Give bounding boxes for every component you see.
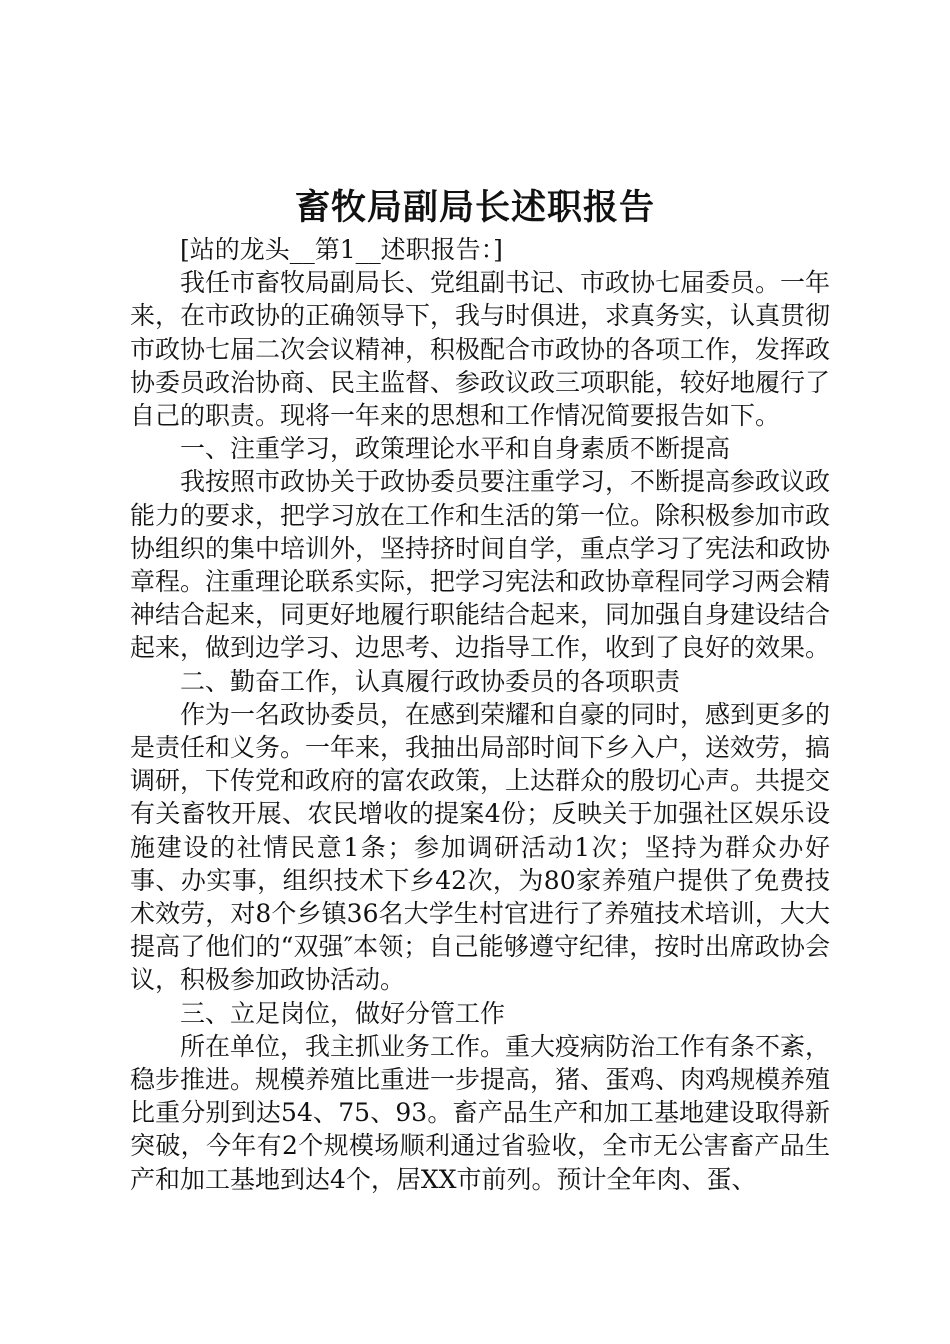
section-heading-1: 一、注重学习，政策理论水平和自身素质不断提高: [180, 434, 731, 464]
paragraph-work: 所在单位，我主抓业务工作。重大疫病防治工作有条不紊，稳步推进。规模养殖比重进一步提高，猪、蛋鸡、肉鸡规模养殖比重分别到达54、75、93。畜产品生产和加工基地建设取得新突破，今年有2个规模场顺利通过省验收，全市无公害畜产品生产和加工基地到达4个，居XX市前列。预计全年肉、蛋、: [130, 1031, 831, 1194]
section-heading-3: 三、立足岗位，做好分管工作: [180, 998, 506, 1028]
section-heading-2: 二、勤奋工作，认真履行政协委员的各项职责: [180, 666, 681, 696]
document-body: [130, 233, 830, 1196]
paragraph-study: 我按照市政协关于政协委员要注重学习，不断提高参政议政能力的要求，把学习放在工作和生活的第一位。除积极参加市政协组织的集中培训外，坚持挤时间自学，重点学习了宪法和政协章程。注重理论联系实际，把学习宪法和政协章程同学习两会精神结合起来，同更好地履行职能结合起来，同加强自身建设结合起来，做到边学习、边思考、边指导工作，收到了良好的效果。: [130, 467, 831, 663]
paragraph-duties: 作为一名政协委员，在感到荣耀和自豪的同时，感到更多的是责任和义务。一年来，我抽出局部时间下乡入户，送效劳，搞调研，下传党和政府的富农政策，上达群众的殷切心声。共提交有关畜牧开展、农民增收的提案4份；反映关于加强社区娱乐设施建设的社情民意1条；参加调研活动1次；坚持为群众办好事、办实事，组织技术下乡42次，为80家养殖户提供了免费技术效劳，对8个乡镇36名大学生村官进行了养殖技术培训，大大提高了他们的“双强″本领；自己能够遵守纪律，按时出席政协会议，积极参加政协活动。: [130, 699, 831, 995]
paragraph-intro: 我任市畜牧局副局长、党组副书记、市政协七届委员。一年来，在市政协的正确领导下，我与时俱进，求真务实，认真贯彻市政协七届二次会议精神，积极配合市政协的各项工作，发挥政协委员政治协商、民主监督、参政议政三项职能，较好地履行了自己的职责。现将一年来的思想和工作情况简要报告如下。: [130, 268, 831, 431]
source-line: [站的龙头__第1__述职报告：]: [180, 235, 503, 264]
document-title: 畜牧局副局长述职报告: [294, 188, 655, 228]
